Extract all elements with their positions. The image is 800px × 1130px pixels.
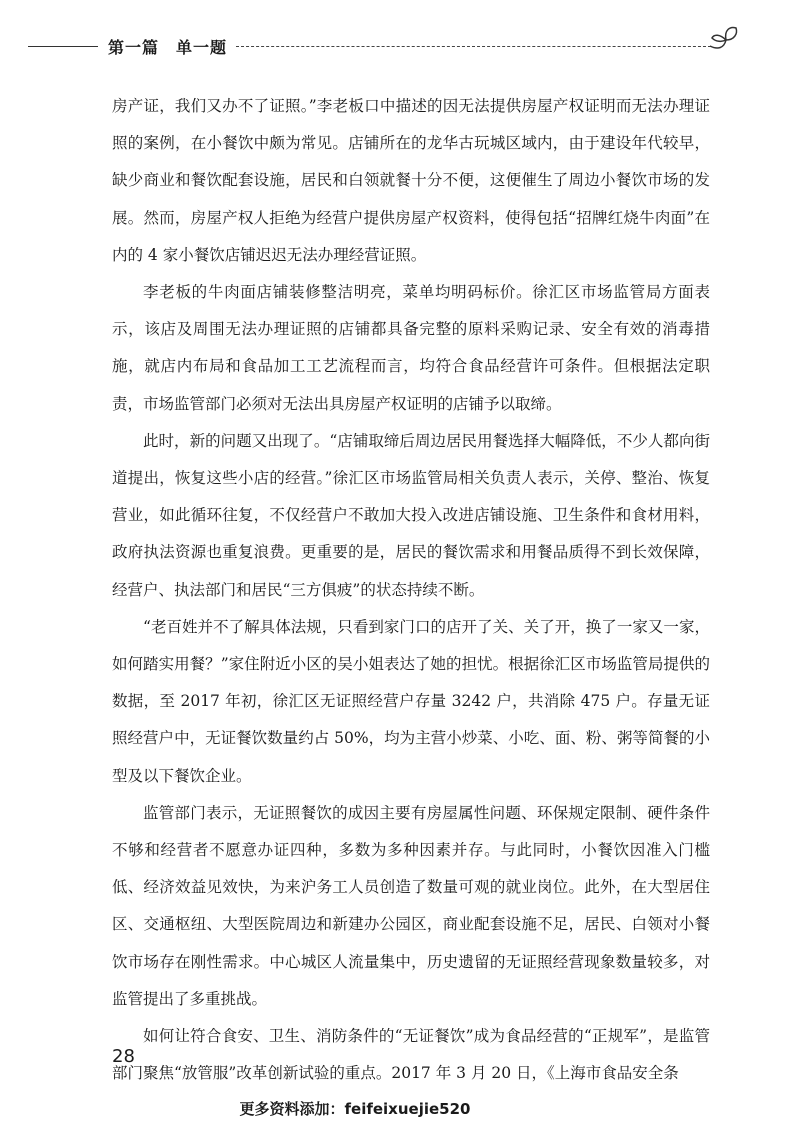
body-text — [112, 88, 710, 1092]
paragraph: 李老板的牛肉面店铺装修整洁明亮，菜单均明码标价。徐汇区市场监管局方面表示，该店及周围无法办理证照的店铺都具备完整的原料采购记录、安全有效的消毒措施，就店内布局和食品加工工艺流程而言，均符合食品经营许可条件。但根据法定职责，市场监管部门必须对无法出具房屋产权证明的店铺予以取缔。 — [112, 283, 710, 413]
paragraph: 房产证，我们又办不了证照。”李老板口中描述的因无法提供房屋产权证明而无法办理证照的案例，在小餐饮中颇为常见。店铺所在的龙华古玩城区域内，由于建设年代较早，缺少商业和餐饮配套设施，居民和白领就餐十分不便，这便催生了周边小餐饮市场的发展。然而，房屋产权人拒绝为经营户提供房屋产权资料，使得包括“招牌红烧牛肉面”在内的 4 家小餐饮店铺迟迟无法办理经营证照。 — [112, 97, 710, 264]
paragraph: 如何让符合食安、卫生、消防条件的“无证餐饮”成为食品经营的“正规军”，是监管部门聚焦“放管服”改革创新试验的重点。2017 年 3 月 20 日，《上海市食品安全条 — [112, 1027, 710, 1083]
header-rule-right — [236, 46, 711, 47]
header-rule-left — [28, 46, 98, 47]
sprout-icon — [704, 20, 744, 60]
paragraph: 监管部门表示，无证照餐饮的成因主要有房屋属性问题、环保规定限制、硬件条件不够和经营者不愿意办证四种，多数为多种因素并存。与此同时，小餐饮因准入门槛低、经济效益见效快，为来沪务工人员创造了数量可观的就业岗位。此外，在大型居住区、交通枢纽、大型医院周边和新建办公园区，商业配套设施不足，居民、白领对小餐饮市场存在刚性需求。中心城区人流量集中，历史遗留的无证照经营现象数量较多，对监管提出了多重挑战。 — [112, 803, 710, 1008]
section-title: 第一篇 单一题 — [108, 38, 228, 57]
paragraph: “老百姓并不了解具体法规，只看到家门口的店开了关、关了开，换了一家又一家，如何踏实用餐？”家住附近小区的吴小姐表达了她的担忧。根据徐汇区市场监管局提供的数据，至 2017 年初，徐汇区无证照经营户存量 3242 户，共消除 475 户。存量无证照经营户中，无证餐饮数量约占 50%，均为主营小炒菜、小吃、面、粉、粥等简餐的小型及以下餐饮企业。 — [112, 617, 710, 785]
paragraph: 此时，新的问题又出现了。“店铺取缔后周边居民用餐选择大幅降低，不少人都向街道提出，恢复这些小店的经营。”徐汇区市场监管局相关负责人表示，关停、整治、恢复营业，如此循环往复，不仅经营户不敢加大投入改进店铺设施、卫生条件和食材用料，政府执法资源也重复浪费。更重要的是，居民的餐饮需求和用餐品质得不到长效保障，经营户、执法部门和居民“三方俱疲”的状态持续不断。 — [112, 431, 710, 599]
footer-note: 更多资料添加：feifeixuejie520 — [239, 1100, 471, 1118]
running-header — [28, 32, 728, 62]
page-number: 28 — [112, 1046, 135, 1067]
